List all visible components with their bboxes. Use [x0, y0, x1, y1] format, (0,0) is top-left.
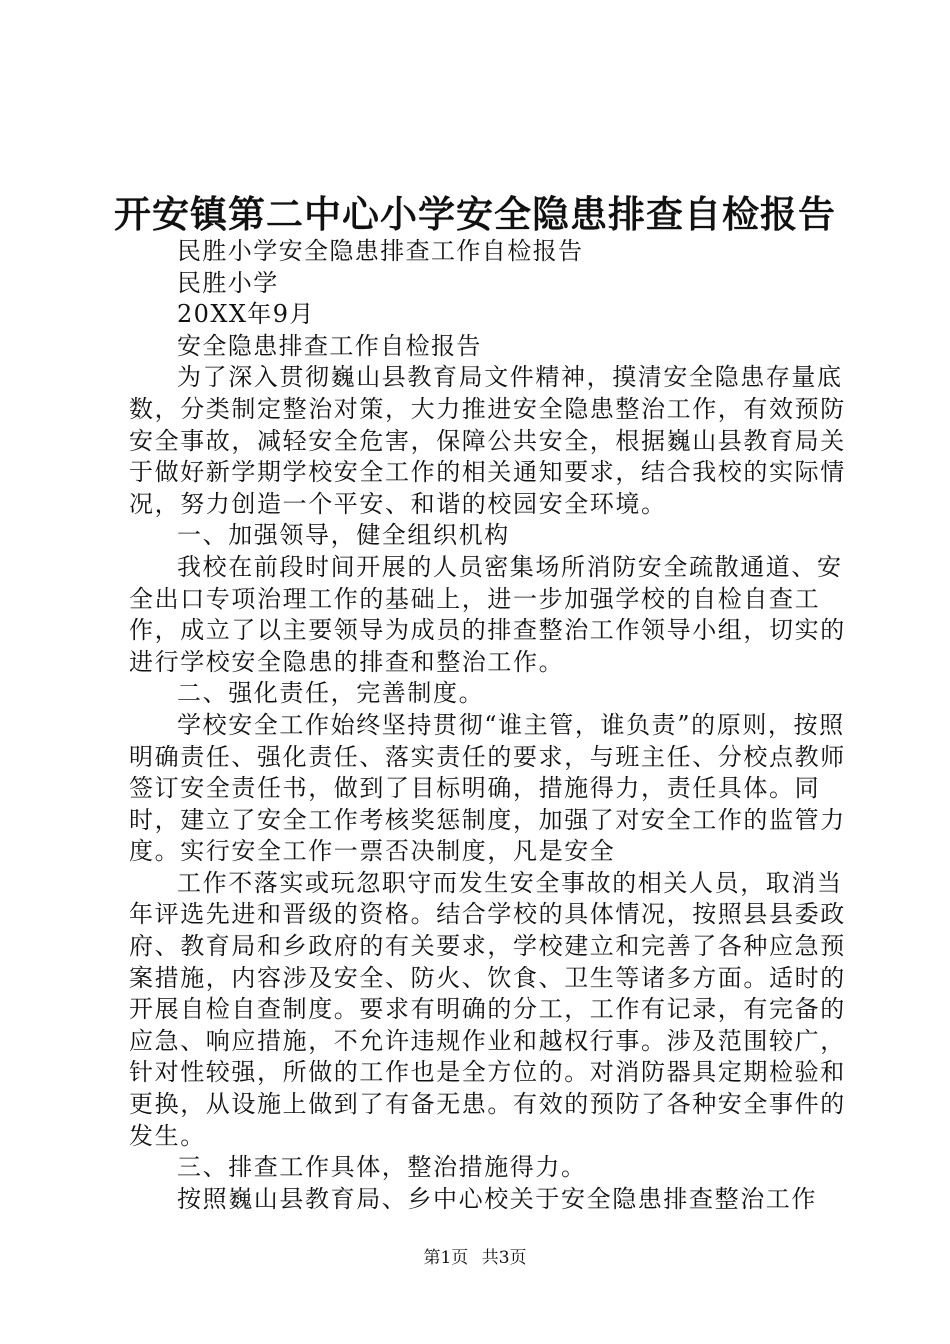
document-title: 开安镇第二中心小学安全隐患排查自检报告	[114, 192, 836, 236]
section-heading-2: 二、强化责任，完善制度。	[177, 679, 485, 708]
paragraph-section-1: 我校在前段时间开展的人员密集场所消防安全疏散通道、安全出口专项治理工作的基础上，进一步加强学校的自检自查工作，成立了以主要领导为成员的排查整治工作领导小组，切实的进行学校安全隐患的排查和整治工作。	[129, 552, 846, 676]
paragraph-report-title: 民胜小学安全隐患排查工作自检报告	[177, 237, 584, 265]
page-footer	[0, 1243, 950, 1268]
paragraph-date: 20XX年9月	[177, 300, 315, 329]
paragraph-subtitle: 安全隐患排查工作自检报告	[177, 331, 482, 360]
paragraph-section-3: 按照巍山县教育局、乡中心校关于安全隐患排查整治工作	[177, 1184, 817, 1213]
page-number: 第1页	[423, 1248, 469, 1268]
paragraph-section-2b: 工作不落实或玩忽职守而发生安全事故的相关人员，取消当年评选先进和晋级的资格。结合学校的具体情况，按照县县委政府、教育局和乡政府的有关要求，学校建立和完善了各种应急预案措施，内容涉及安全、防火、饮食、卫生等诸多方面。适时的开展自检自查制度。要求有明确的分工，工作有记录，有完备的应急、响应措施，不允许违规作业和越权行事。涉及范围较广，针对性较强，所做的工作也是全方位的。对消防器具定期检验和更换，从设施上做到了有备无患。有效的预防了各种安全事件的发生。	[129, 868, 846, 1150]
section-heading-3: 三、排查工作具体，整治措施得力。	[177, 1153, 587, 1182]
paragraph-section-2a: 学校安全工作始终坚持贯彻“谁主管，谁负责”的原则，按照明确责任、强化责任、落实责任的要求，与班主任、分校点教师签订安全责任书，做到了目标明确，措施得力，责任具体。同时，建立了安全工作考核奖惩制度，加强了对安全工作的监管力度。实行安全工作一票否决制度，凡是安全	[129, 710, 846, 866]
paragraph-intro: 为了深入贯彻巍山县教育局文件精神，摸清安全隐患存量底数，分类制定整治对策，大力推进安全隐患整治工作，有效预防安全事故，减轻安全危害，保障公共安全，根据巍山县教育局关于做好新学期学校安全工作的相关通知要求，结合我校的实际情况，努力创造一个平安、和谐的校园安全环境。	[129, 363, 846, 518]
section-heading-1: 一、加强领导，健全组织机构	[177, 521, 510, 550]
page-total: 共3页	[481, 1248, 527, 1268]
document-body	[129, 236, 849, 1215]
paragraph-school-name: 民胜小学	[177, 268, 279, 297]
